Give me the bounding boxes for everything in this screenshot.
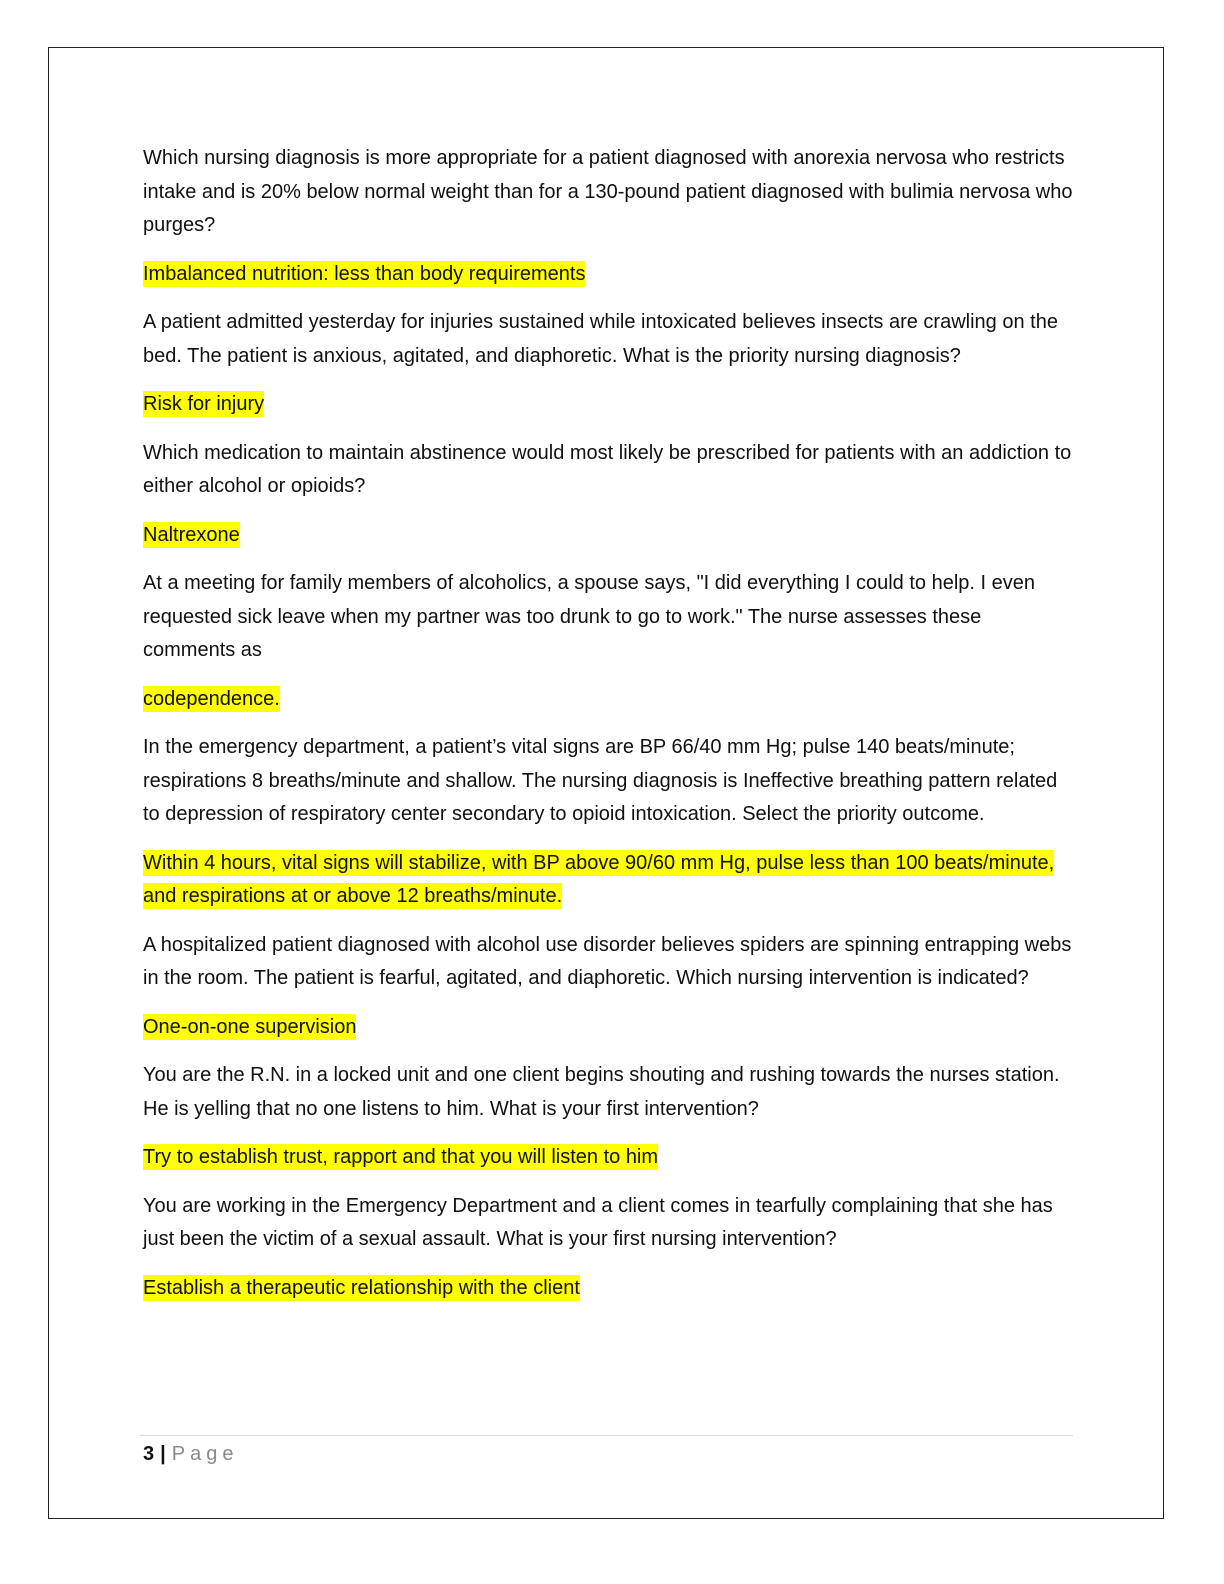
answer-5-highlight: Within 4 hours, vital signs will stabilize, with BP above 90/60 mm Hg, pulse less than 100 beats/minute, and respirations at or above 12 breaths/minute. bbox=[143, 851, 1055, 907]
question-7: You are the R.N. in a locked unit and one client begins shouting and rushing towards the nurses station. He is yelling that no one listens to him. What is your first intervention? bbox=[143, 1064, 1060, 1120]
answer-7 bbox=[143, 1141, 1078, 1175]
answer-3-highlight: Naltrexone bbox=[143, 523, 240, 546]
question-8: You are working in the Emergency Department and a client comes in tearfully complaining that she has just been the victim of a sexual assault. What is your first nursing intervention? bbox=[143, 1194, 1053, 1250]
footer-divider bbox=[140, 1435, 1073, 1436]
question-3: Which medication to maintain abstinence would most likely be prescribed for patients with an addiction to either alcohol or opioids? bbox=[143, 441, 1072, 497]
answer-8-highlight: Establish a therapeutic relationship with the client bbox=[143, 1276, 580, 1299]
answer-1-highlight: Imbalanced nutrition: less than body requirements bbox=[143, 262, 586, 285]
answer-8 bbox=[143, 1272, 1078, 1306]
page-label: Page bbox=[171, 1443, 239, 1465]
answer-7-highlight: Try to establish trust, rapport and that you will listen to him bbox=[143, 1146, 659, 1168]
question-2: A patient admitted yesterday for injuries sustained while intoxicated believes insects are crawling on the bed. The patient is anxious, agitated, and diaphoretic. What is the priority nursing diagnosis? bbox=[143, 311, 1058, 367]
question-6: A hospitalized patient diagnosed with alcohol use disorder believes spiders are spinning entrapping webs in the room. The patient is fearful, agitated, and diaphoretic. Which nursing intervention is indicated? bbox=[143, 933, 1072, 989]
answer-4-highlight: codependence. bbox=[143, 687, 280, 710]
answer-2 bbox=[143, 388, 1078, 422]
answer-6 bbox=[143, 1011, 1078, 1045]
answer-3 bbox=[143, 519, 1078, 553]
answer-1 bbox=[143, 258, 1078, 292]
document-body bbox=[143, 142, 1078, 1320]
question-5: In the emergency department, a patient’s vital signs are BP 66/40 mm Hg; pulse 140 beats/minute; respirations 8 breaths/minute and shallow. The nursing diagnosis is Ineffective breathing pattern related to depression of respiratory center secondary to opioid intoxication. Select the priority outcome. bbox=[143, 736, 1058, 825]
answer-5 bbox=[143, 847, 1078, 914]
page-number: 3 bbox=[143, 1443, 155, 1465]
answer-2-highlight: Risk for injury bbox=[143, 393, 265, 415]
question-4: At a meeting for family members of alcoholics, a spouse says, "I did everything I could to help. I even requested sick leave when my partner was too drunk to go to work." The nurse assesses these comments as bbox=[143, 572, 1035, 661]
footer-separator: | bbox=[160, 1443, 166, 1465]
answer-6-highlight: One-on-one supervision bbox=[143, 1015, 357, 1038]
answer-4 bbox=[143, 683, 1078, 717]
page-footer bbox=[143, 1440, 238, 1468]
question-1: Which nursing diagnosis is more appropriate for a patient diagnosed with anorexia nervosa who restricts intake and is 20% below normal weight than for a 130-pound patient diagnosed with bulimia nervosa who purges? bbox=[143, 147, 1073, 236]
